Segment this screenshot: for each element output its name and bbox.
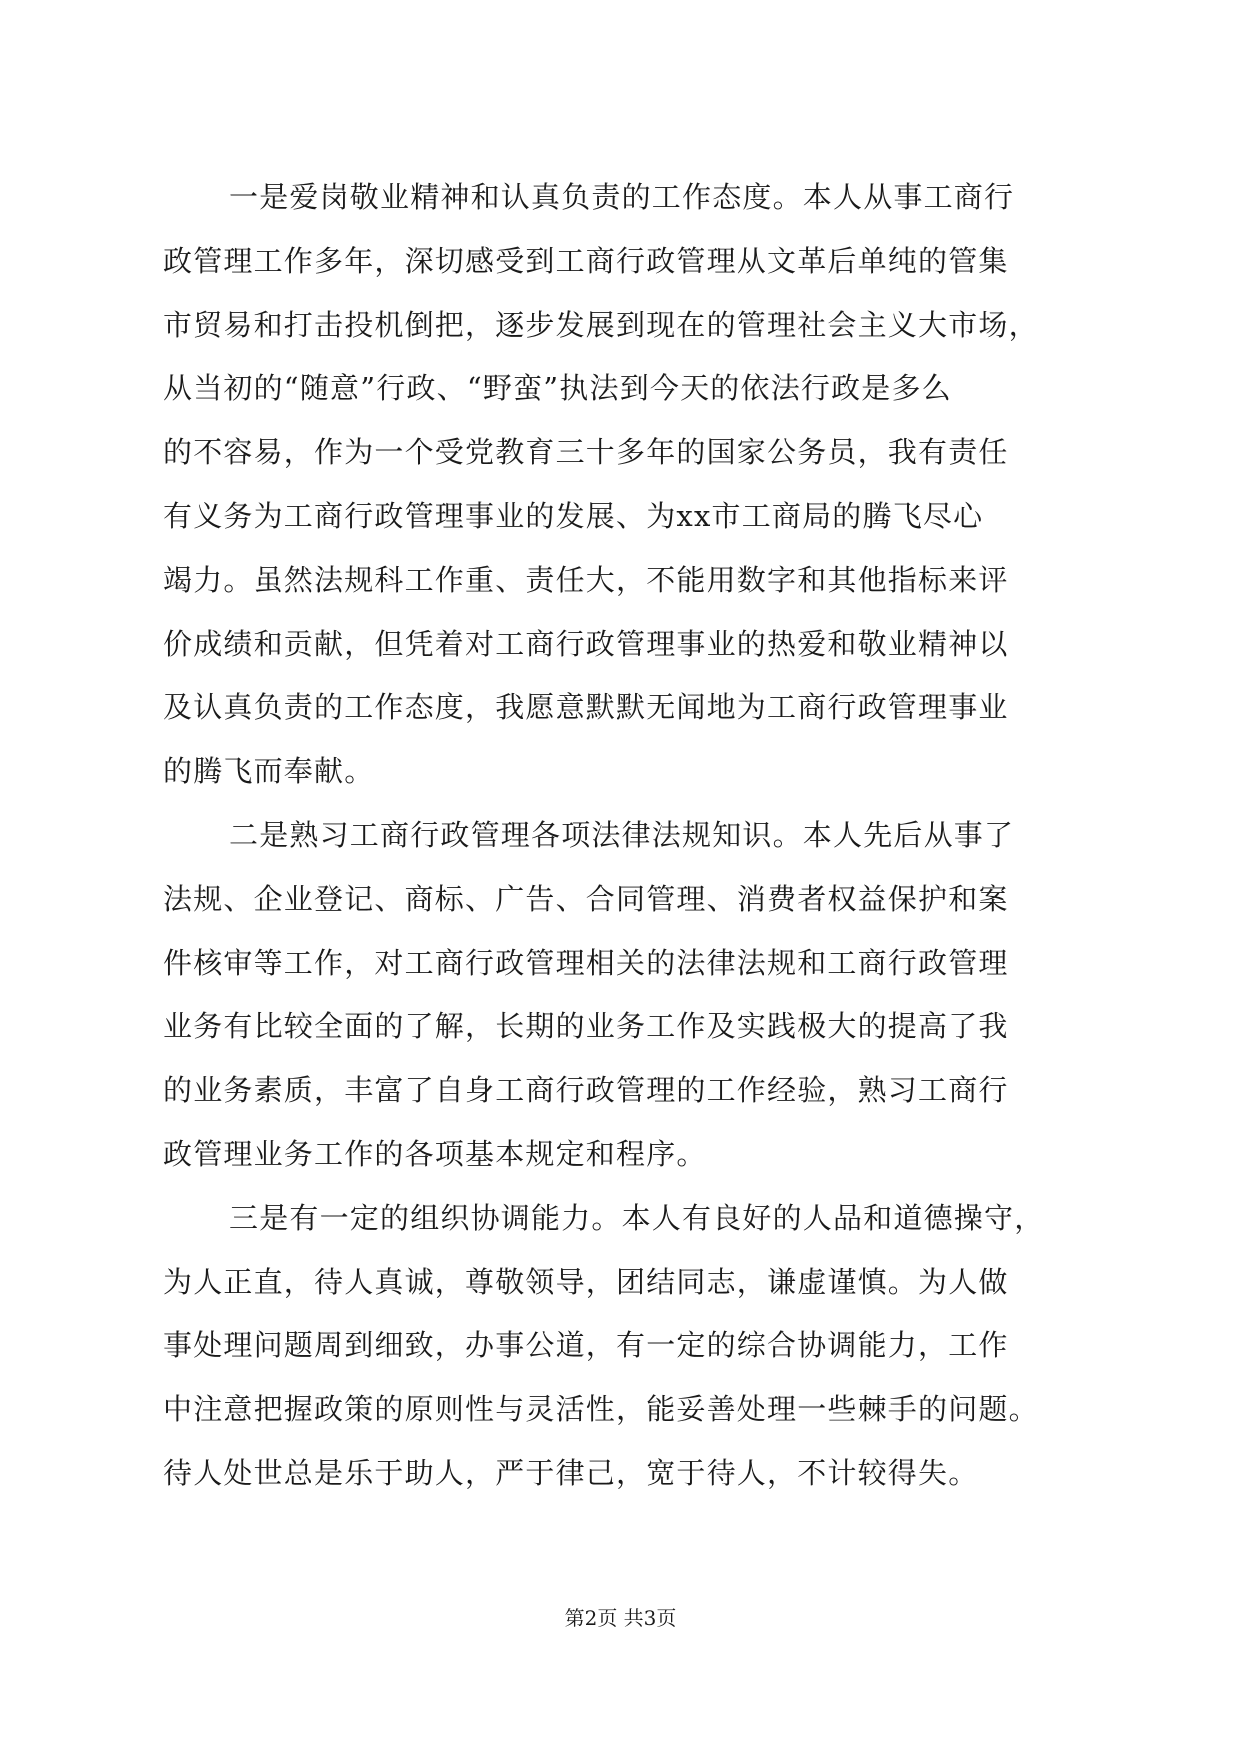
text-line: 件核审等工作，对工商行政管理相关的法律法规和工商行政管理 [163,945,1009,980]
text-line: 的不容易，作为一个受党教育三十多年的国家公务员，我有责任 [163,435,1009,470]
text-line: 及认真负责的工作态度，我愿意默默无闻地为工商行政管理事业 [163,690,1009,725]
text-line: 的业务素质，丰富了自身工商行政管理的工作经验，熟习工商行 [163,1073,1009,1108]
text-line: 待人处世总是乐于助人，严于律己，宽于待人，不计较得失。 [163,1455,979,1490]
page-number: 第2页 共3页 [564,1606,677,1630]
text-line: 业务有比较全面的了解，长期的业务工作及实践极大的提高了我 [163,1009,1009,1044]
text-line: 竭力。虽然法规科工作重、责任大，不能用数字和其他指标来评 [163,562,1009,597]
paragraph-1 [163,166,1083,804]
text-line: 中注意把握政策的原则性与灵活性，能妥善处理一些棘手的问题。 [163,1392,1039,1427]
paragraph-3 [163,1187,1083,1506]
text-line: 有义务为工商行政管理事业的发展、为xx市工商局的腾飞尽心 [163,498,984,533]
text-line: 二是熟习工商行政管理各项法律法规知识。本人先后从事了 [229,817,1015,852]
text-line: 从当初的“随意”行政、“野蛮”执法到今天的依法行政是多么 [163,371,952,406]
text-line: 市贸易和打击投机倒把，逐步发展到现在的管理社会主义大市场， [163,307,1039,342]
text-line: 政管理工作多年，深切感受到工商行政管理从文革后单纯的管集 [163,243,1009,278]
text-line: 事处理问题周到细致，办事公道，有一定的综合协调能力，工作 [163,1328,1009,1363]
document-body [163,166,1083,1506]
text-line: 法规、企业登记、商标、广告、合同管理、消费者权益保护和案 [163,881,1009,916]
text-line: 一是爱岗敬业精神和认真负责的工作态度。本人从事工商行 [229,180,1015,214]
text-line: 三是有一定的组织协调能力。本人有良好的人品和道德操守， [229,1200,1045,1235]
paragraph-2 [163,804,1083,1187]
text-line: 的腾飞而奉献。 [163,754,375,789]
text-line: 政管理业务工作的各项基本规定和程序。 [163,1136,707,1171]
text-line: 价成绩和贡献，但凭着对工商行政管理事业的热爱和敬业精神以 [163,626,1009,661]
text-line: 为人正直，待人真诚，尊敬领导，团结同志，谦虚谨慎。为人做 [163,1264,1009,1299]
